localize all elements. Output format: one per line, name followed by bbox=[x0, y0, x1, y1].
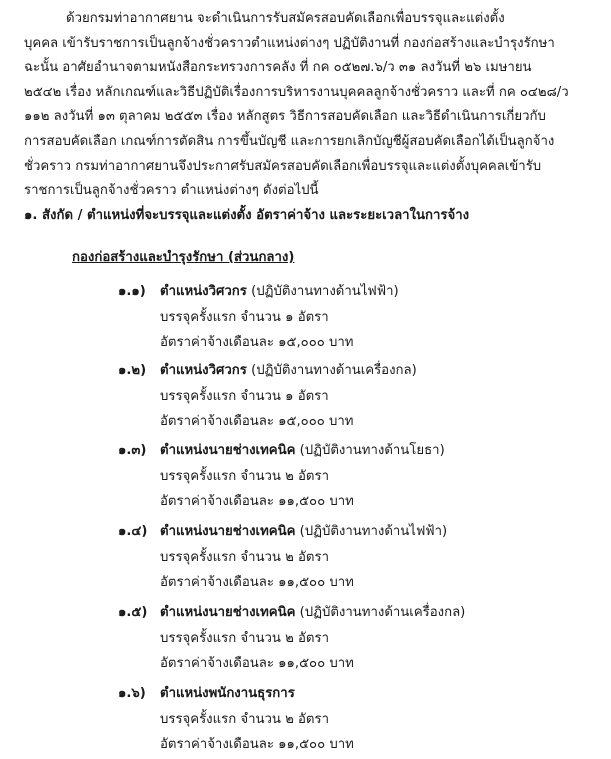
position-salary: อัตราค่าจ้างเดือนละ ๑๑,๕๐๐ บาท bbox=[160, 656, 354, 671]
position-item bbox=[118, 519, 598, 596]
position-hiring: บรรจุครั้งแรก จำนวน ๒ อัตรา bbox=[160, 630, 329, 646]
position-title: ตำแหน่งนายช่างเทคนิค bbox=[160, 605, 296, 620]
position-hiring: บรรจุครั้งแรก จำนวน ๒ อัตรา bbox=[160, 468, 329, 484]
intro-line: ชั่วคราว กรมท่าอากาศยานจึงประกาศรับสมัครสอบคัดเลือกเพื่อบรรจุและแต่งตั้งบุคคลเข้ารับ bbox=[24, 158, 542, 174]
position-item bbox=[118, 358, 598, 435]
position-number: ๑.๒) bbox=[118, 363, 147, 378]
position-number: ๑.๖) bbox=[118, 686, 146, 701]
intro-line: ราชการเป็นลูกจ้างชั่วคราว ตำแหน่งต่างๆ ดังต่อไปนี้ bbox=[24, 183, 319, 199]
position-hiring: บรรจุครั้งแรก จำนวน ๒ อัตรา bbox=[160, 711, 329, 727]
section-heading: ๑. สังกัด / ตำแหน่งที่จะบรรจุและแต่งตั้ง อัตราค่าจ้าง และระยะเวลาในการจ้าง bbox=[24, 208, 470, 223]
position-number: ๑.๑) bbox=[118, 284, 146, 299]
position-number: ๑.๕) bbox=[118, 605, 148, 620]
position-salary: อัตราค่าจ้างเดือนละ ๑๑,๕๐๐ บาท bbox=[160, 575, 354, 590]
position-header bbox=[118, 279, 598, 305]
position-item bbox=[118, 279, 598, 356]
position-number: ๑.๓) bbox=[118, 443, 147, 458]
position-field: (ปฏิบัติงานทางด้านไฟฟ้า) bbox=[251, 284, 399, 299]
intro-paragraph bbox=[24, 7, 590, 204]
position-title: ตำแหน่งพนักงานธุรการ bbox=[160, 686, 295, 701]
position-hiring: บรรจุครั้งแรก จำนวน ๑ อัตรา bbox=[160, 388, 329, 404]
position-field: (ปฏิบัติงานทางด้านเครื่องกล) bbox=[251, 363, 417, 378]
position-title: ตำแหน่งนายช่างเทคนิค bbox=[160, 443, 296, 458]
intro-line: ฉะนั้น อาศัยอำนาจตามหนังสือกระทรวงการคลัง ที่ กค ๐๕๒๗.๖/ว ๓๑ ลงวันที่ ๒๖ เมษายน bbox=[24, 60, 532, 76]
position-item bbox=[118, 600, 598, 677]
position-header bbox=[118, 438, 598, 464]
position-header bbox=[118, 600, 598, 626]
position-salary: อัตราค่าจ้างเดือนละ ๑๕,๐๐๐ บาท bbox=[160, 414, 354, 429]
position-title: ตำแหน่งวิศวกร bbox=[160, 284, 247, 299]
position-field: (ปฏิบัติงานทางด้านเครื่องกล) bbox=[299, 605, 466, 620]
position-salary: อัตราค่าจ้างเดือนละ ๑๑,๕๐๐ บาท bbox=[160, 494, 354, 509]
position-salary: อัตราค่าจ้างเดือนละ ๑๑,๕๐๐ บาท bbox=[160, 737, 354, 752]
position-header bbox=[118, 681, 598, 707]
intro-line: การสอบคัดเลือก เกณฑ์การตัดสิน การขึ้นบัญชี และการยกเลิกบัญชีผู้สอบคัดเลือกได้เป็นลูกจ้าง bbox=[24, 133, 555, 149]
position-hiring: บรรจุครั้งแรก จำนวน ๒ อัตรา bbox=[160, 549, 329, 565]
intro-line: บุคคล เข้ารับราชการเป็นลูกจ้างชั่วคราวตำแหน่งต่างๆ ปฏิบัติงานที่ กองก่อสร้างและบำรุงรักษา bbox=[24, 35, 555, 51]
position-title: ตำแหน่งนายช่างเทคนิค bbox=[160, 524, 296, 539]
position-header bbox=[118, 519, 598, 545]
position-field: (ปฏิบัติงานทางด้านไฟฟ้า) bbox=[299, 524, 448, 539]
intro-line: ด้วยกรมท่าอากาศยาน จะดำเนินการรับสมัครสอบคัดเลือกเพื่อบรรจุและแต่งตั้ง bbox=[66, 11, 505, 26]
intro-line: ๑๑๒ ลงวันที่ ๑๓ ตุลาคม ๒๕๕๓ เรื่อง หลักสูตร วิธีการสอบคัดเลือก และวิธีดำเนินการเกี่ยวกับ bbox=[24, 109, 546, 125]
position-salary: อัตราค่าจ้างเดือนละ ๑๕,๐๐๐ บาท bbox=[160, 335, 354, 350]
position-header bbox=[118, 358, 598, 384]
position-field: (ปฏิบัติงานทางด้านโยธา) bbox=[299, 443, 445, 458]
position-title: ตำแหน่งวิศวกร bbox=[160, 363, 247, 378]
intro-line: ๒๕๔๒ เรื่อง หลักเกณฑ์และวิธีปฏิบัติเรื่องการบริหารงานบุคคลลูกจ้างชั่วคราว และที่ กค ๐๔๒๘/ว bbox=[24, 84, 569, 100]
department-heading: กองก่อสร้างและบำรุงรักษา (ส่วนกลาง) bbox=[72, 250, 295, 265]
position-item bbox=[118, 438, 598, 515]
position-item bbox=[118, 681, 598, 758]
position-number: ๑.๔) bbox=[118, 524, 148, 539]
position-hiring: บรรจุครั้งแรก จำนวน ๑ อัตรา bbox=[160, 309, 329, 325]
